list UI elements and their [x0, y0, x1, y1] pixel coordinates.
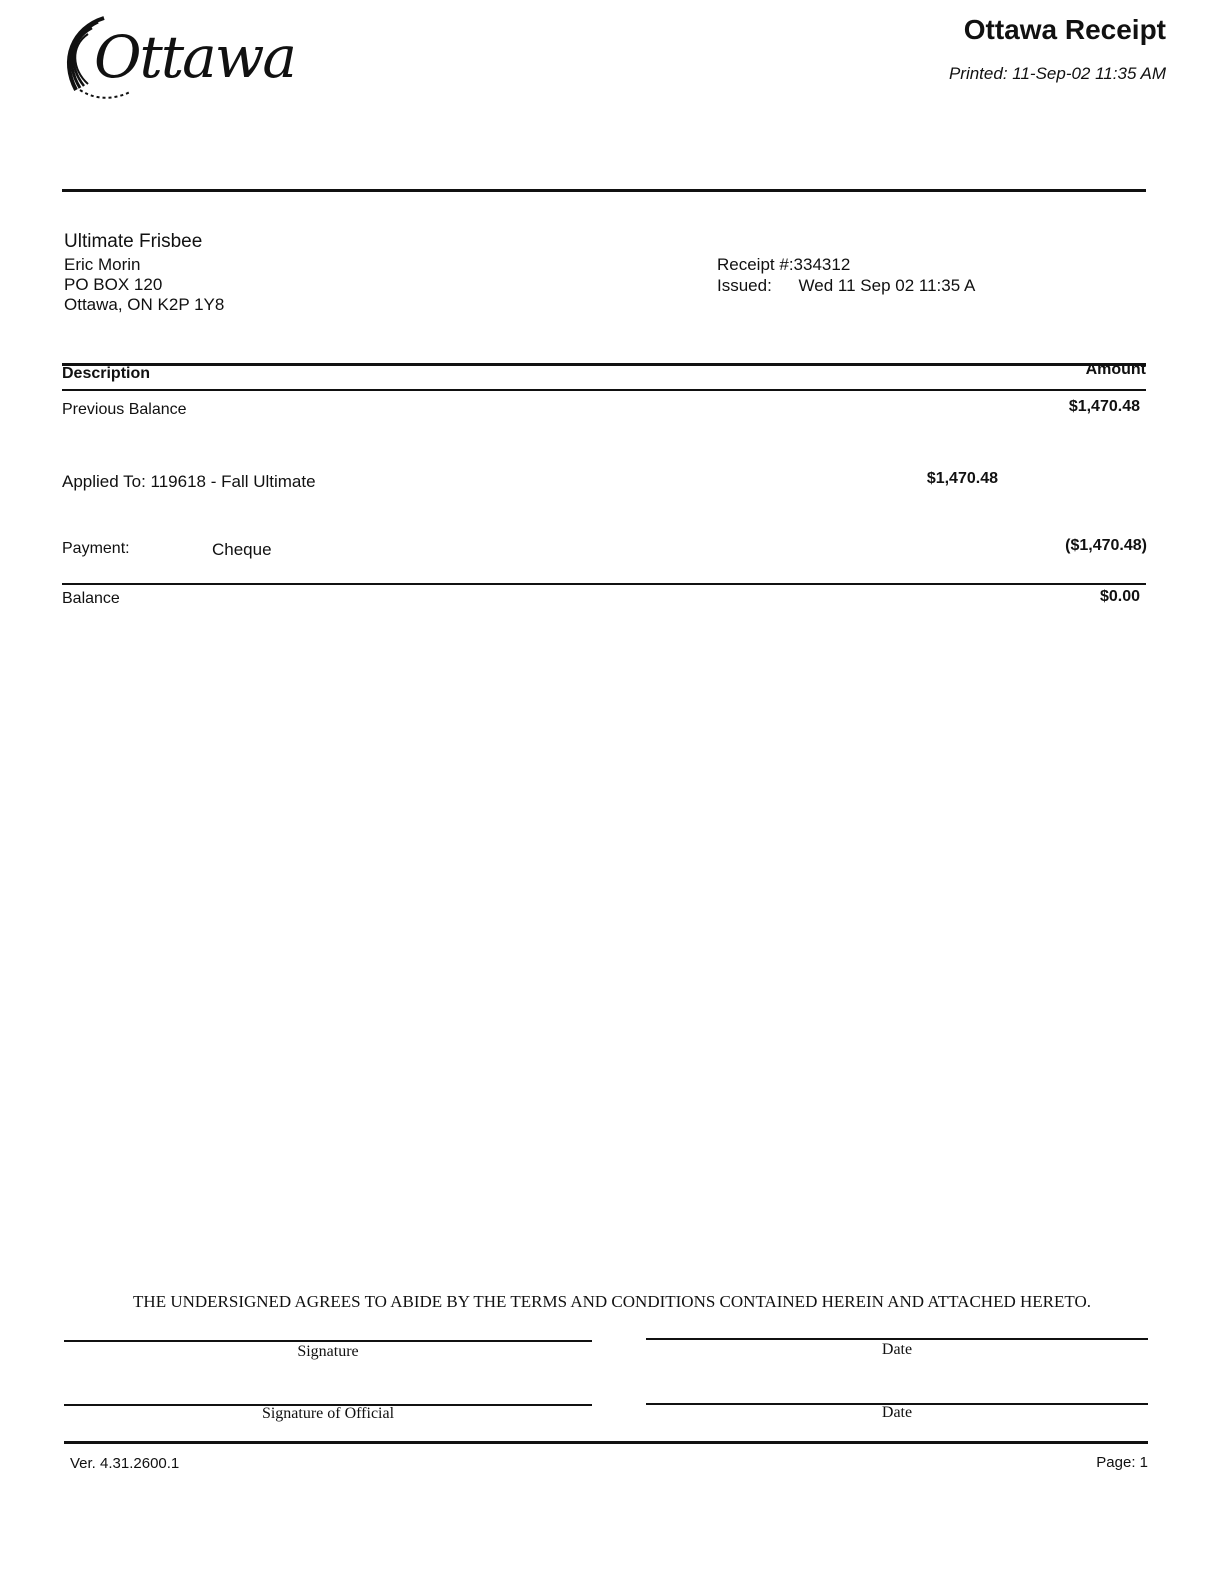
table-top-rule: [62, 363, 1146, 366]
customer-address-line1: PO BOX 120: [64, 275, 163, 294]
official-signature-label: Signature of Official: [261, 1405, 395, 1422]
receipt-number-label: Receipt #:: [717, 255, 794, 274]
payment-amount: ($1,470.48): [1065, 537, 1147, 554]
page-number: Page: 1: [1096, 1454, 1148, 1471]
table-header-rule: [62, 389, 1146, 391]
date-line-1: [646, 1338, 1148, 1340]
footer-rule: [64, 1441, 1148, 1444]
receipt-info: [717, 254, 975, 296]
version-text: Ver. 4.31.2600.1: [70, 1455, 180, 1472]
previous-balance-label: Previous Balance: [62, 401, 187, 418]
page-title: Ottawa Receipt: [963, 14, 1166, 45]
previous-balance-amount: $1,470.48: [1068, 398, 1140, 415]
customer-address: [64, 232, 224, 315]
applied-to-amount: $1,470.48: [926, 470, 998, 487]
payment-label: Payment:: [62, 540, 130, 557]
printed-timestamp: Printed: 11-Sep-02 11:35 AM: [948, 64, 1166, 83]
agreement-text: THE UNDERSIGNED AGREES TO ABIDE BY THE TERMS AND CONDITIONS CONTAINED HEREIN AND ATTACHED HERETO.: [133, 1292, 1091, 1311]
payment-method: Cheque: [212, 540, 272, 559]
customer-organization: Ultimate Frisbee: [64, 231, 203, 252]
logo-wordmark: Ottawa: [94, 23, 295, 91]
date-label-2: Date: [881, 1404, 913, 1421]
customer-address-line2: Ottawa, ON K2P 1Y8: [64, 295, 225, 314]
ottawa-logo: [58, 14, 295, 106]
receipt-issued-label: Issued:: [717, 276, 772, 295]
header-divider: [62, 189, 1146, 192]
balance-rule: [62, 583, 1146, 585]
receipt-number: 334312: [793, 255, 851, 274]
receipt-number-row: [717, 254, 975, 275]
receipt-issued: Wed 11 Sep 02 11:35 A: [798, 276, 976, 295]
receipt-issued-row: [717, 275, 975, 296]
signature-label: Signature: [297, 1343, 359, 1360]
customer-contact: Eric Morin: [64, 255, 141, 274]
applied-to-label: Applied To: 119618 - Fall Ultimate: [62, 472, 316, 491]
date-label-1: Date: [881, 1341, 913, 1358]
signature-line: [64, 1340, 592, 1342]
balance-label: Balance: [62, 590, 120, 607]
balance-amount: $0.00: [1099, 588, 1140, 605]
column-header-description: Description: [62, 365, 151, 382]
column-header-amount: Amount: [1085, 361, 1146, 378]
